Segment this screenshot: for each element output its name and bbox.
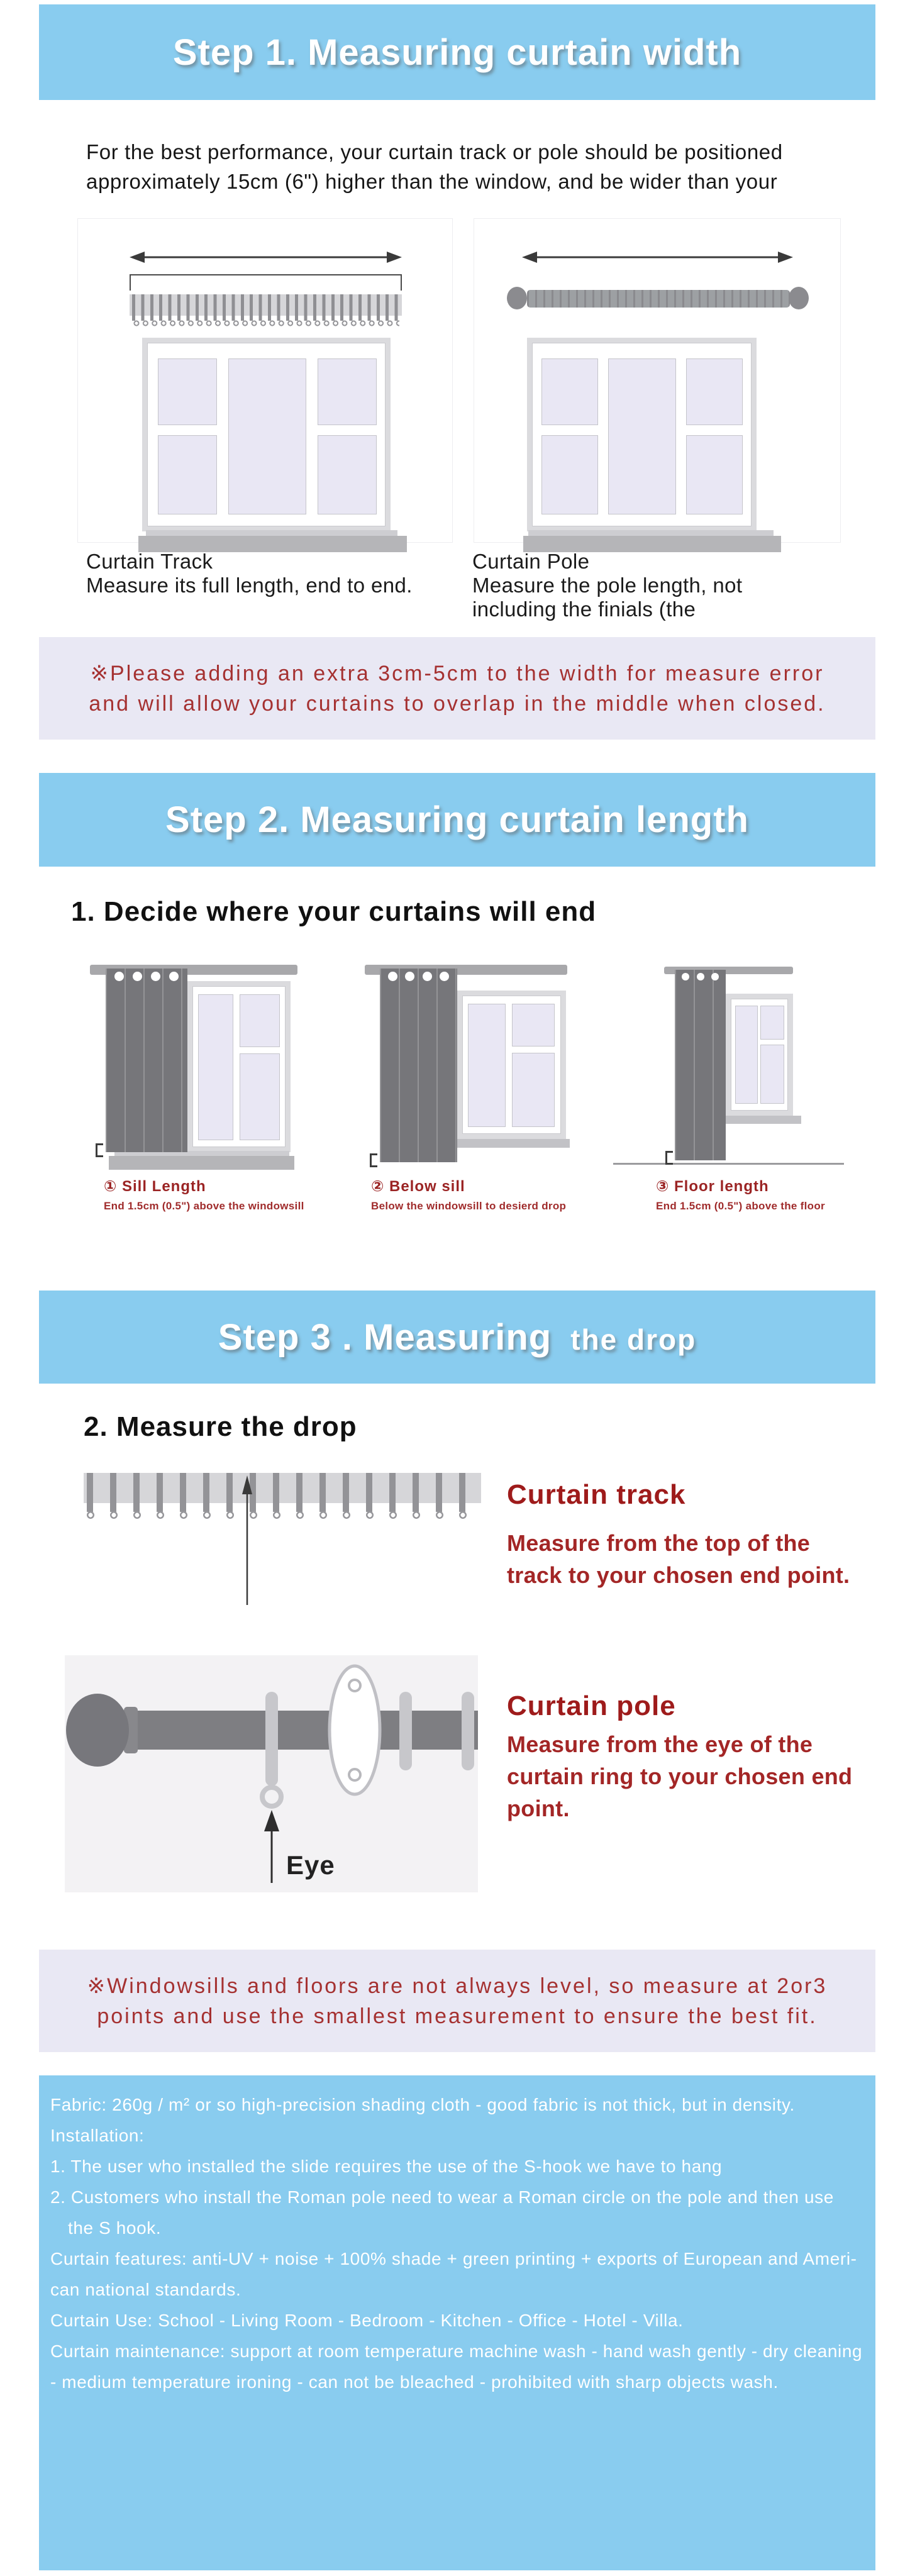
grommet-icon (440, 972, 449, 981)
eye-label: Eye (286, 1850, 335, 1880)
track-caption-desc: Measure its full length, end to end. (86, 574, 413, 597)
option1-label: ① Sill Length (104, 1178, 206, 1195)
pole-ball-finial (66, 1694, 129, 1767)
footer-line: Fabric: 260g / m² or so high-precision shading cloth - good fabric is not thick, but in density. (50, 2095, 795, 2114)
track-drop-desc-2: track to your chosen end point. (507, 1562, 850, 1588)
footer-line: Curtain Use: School - Living Room - Bedroom - Kitchen - Office - Hotel - Villa. (50, 2311, 684, 2330)
option2-label: ② Below sill (371, 1178, 465, 1195)
pole-drop-desc-1: Measure from the eye of the (507, 1731, 813, 1757)
window-floor-option (726, 994, 793, 1116)
window-pane (541, 435, 598, 514)
window-pane (760, 1045, 784, 1104)
up-arrow-icon (240, 1475, 255, 1605)
grommet-icon (682, 973, 689, 980)
window-pane (512, 1004, 555, 1046)
bracket-screw (349, 1680, 360, 1691)
pole-caption (472, 550, 743, 621)
window-pole-frame (532, 343, 752, 526)
step2-header (39, 773, 875, 867)
width-note-line-2: and will allow your curtains to overlap in the middle when closed. (89, 691, 826, 716)
window-pane (318, 435, 377, 514)
product-info-text (50, 2089, 870, 2397)
step3-subtitle: 2. Measure the drop (84, 1411, 357, 1442)
pole-drop-heading: Curtain pole (507, 1690, 676, 1721)
pole-drop-desc-2: curtain ring to your chosen end (507, 1763, 853, 1789)
grommet-icon (388, 972, 397, 981)
step1-title: Step 1. Measuring curtain width (172, 31, 742, 73)
track-drop-desc-1: Measure from the top of the (507, 1530, 811, 1556)
window-pane (686, 358, 743, 425)
track-caption-label: Curtain Track (86, 550, 213, 573)
window-pole (527, 338, 757, 531)
pole-finial-right (789, 287, 809, 309)
grommet-icon (697, 973, 704, 980)
grommet-icon (405, 972, 414, 981)
intro-line-1: For the best performance, your curtain track or pole should be positioned (86, 140, 783, 164)
pole-rod (135, 1711, 478, 1750)
step1-header (39, 4, 875, 100)
curtain-end-mark (96, 1143, 103, 1157)
level-note-line-1: ※Windowsills and floors are not always level, so measure at 2or3 (87, 1974, 828, 1998)
option3-label: ③ Floor length (656, 1178, 769, 1195)
curtain-ring (399, 1692, 412, 1770)
step2-title: Step 2. Measuring curtain length (165, 799, 749, 840)
pole-drop-drawing (65, 1655, 478, 1892)
grommet-icon (423, 972, 432, 981)
floor-line (613, 1163, 844, 1165)
window-pane (608, 358, 676, 514)
track-gliders (132, 294, 399, 321)
footer-line: the S hook. (68, 2218, 162, 2238)
curtain-below-sill (380, 969, 457, 1162)
curtain-ring-with-eye (265, 1692, 278, 1786)
width-note-line-1: ※Please adding an extra 3cm-5cm to the width for measure error (90, 661, 824, 686)
curtain-ring (462, 1692, 474, 1770)
curtain-end-mark (665, 1151, 673, 1165)
window-pane (158, 435, 217, 514)
windowsill-step (146, 530, 397, 536)
grommet-icon (133, 972, 142, 981)
window-sill-option (187, 981, 291, 1152)
option3-desc: End 1.5cm (0.5") above the floor (656, 1200, 825, 1212)
pole-drop-diagram (65, 1655, 478, 1892)
footer-line: Curtain maintenance: support at room temperature machine wash - hand wash gently - dry cleaning (50, 2341, 863, 2361)
window-pane (468, 1004, 506, 1127)
footer-line: 1. The user who installed the slide requires the use of the S-hook we have to hang (50, 2157, 723, 2176)
pole-drop-desc (507, 1728, 852, 1824)
pole-drop-desc-3: point. (507, 1796, 570, 1821)
grommet-row (675, 973, 726, 980)
grommet-icon (151, 972, 160, 981)
option1-desc: End 1.5cm (0.5") above the windowsill (104, 1200, 304, 1212)
bracket-slot (343, 1702, 366, 1758)
windowsill-step (528, 530, 774, 536)
window-pane (240, 1053, 280, 1140)
bracket-screw (349, 1769, 360, 1780)
window-pane (240, 994, 280, 1047)
window-pane (198, 994, 233, 1140)
window-pane (541, 358, 598, 425)
window-pane (735, 1006, 758, 1104)
pole-caption-desc-1: Measure the pole length, not (472, 574, 743, 597)
level-note-line-2: points and use the smallest measurement to ensure the best fit. (97, 2004, 818, 2028)
footer-line: Installation: (50, 2126, 145, 2145)
step1-intro (86, 137, 783, 196)
footer-line: Curtain features: anti-UV + noise + 100% shade + green printing + exports of European and Ameri- (50, 2249, 857, 2268)
window-track (142, 338, 391, 531)
grommet-row (380, 972, 457, 981)
pole-caption-desc-2: including the finials (the (472, 597, 696, 621)
footer-line: - medium temperature ironing - can not be bleached - prohibited with sharp objects wash. (50, 2372, 779, 2392)
drop-track-gliders (87, 1473, 478, 1512)
window-pane (686, 435, 743, 514)
measure-extent-bracket (130, 274, 402, 291)
window-frame (462, 996, 561, 1134)
option2-desc: Below the windowsill to desierd drop (371, 1200, 567, 1212)
window-below-sill-option (457, 991, 566, 1139)
grommet-icon (169, 972, 179, 981)
curtain-sill-length (106, 969, 187, 1152)
window-frame (192, 986, 286, 1147)
intro-line-2: approximately 15cm (6") higher than the window, and be wider than your (86, 170, 778, 193)
footer-line: 2. Customers who install the Roman pole need to wear a Roman circle on the pole and then use (50, 2187, 834, 2207)
track-drop-desc (507, 1527, 850, 1591)
window-pane (158, 358, 217, 425)
grommet-row (106, 972, 187, 981)
grommet-icon (711, 973, 719, 980)
product-info-footer (39, 2075, 875, 2570)
window-track-frame (147, 343, 386, 526)
pole-finial-left (507, 287, 527, 309)
track-drop-heading: Curtain track (507, 1479, 686, 1510)
windowsill-small (721, 1116, 801, 1124)
window-frame (731, 999, 788, 1111)
curtain-floor-length (675, 970, 726, 1160)
window-pane (228, 358, 306, 514)
step3-title-main: Step 3 . Measuring (218, 1316, 552, 1358)
grommet-icon (114, 972, 124, 981)
width-arrow-icon (522, 249, 793, 265)
ring-eye (262, 1787, 281, 1806)
step3-header (39, 1291, 875, 1384)
step3-title-sub: the drop (570, 1323, 697, 1356)
step3-title (218, 1316, 696, 1358)
footer-line: can national standards. (50, 2280, 241, 2299)
width-arrow-icon (130, 249, 402, 265)
drop-track-hooks (87, 1509, 478, 1521)
level-note (39, 1950, 875, 2052)
window-pane (512, 1053, 555, 1127)
pole-caption-label: Curtain Pole (472, 550, 590, 573)
step2-subtitle: 1. Decide where your curtains will end (71, 896, 597, 927)
track-caption (86, 550, 413, 597)
curtain-pole-rod (527, 290, 790, 308)
windowsill-ledge (109, 1156, 294, 1170)
window-pane (318, 358, 377, 425)
curtain-end-mark (370, 1153, 377, 1167)
width-note (39, 637, 875, 740)
window-pane (760, 1006, 784, 1040)
track-hooks (132, 319, 399, 328)
